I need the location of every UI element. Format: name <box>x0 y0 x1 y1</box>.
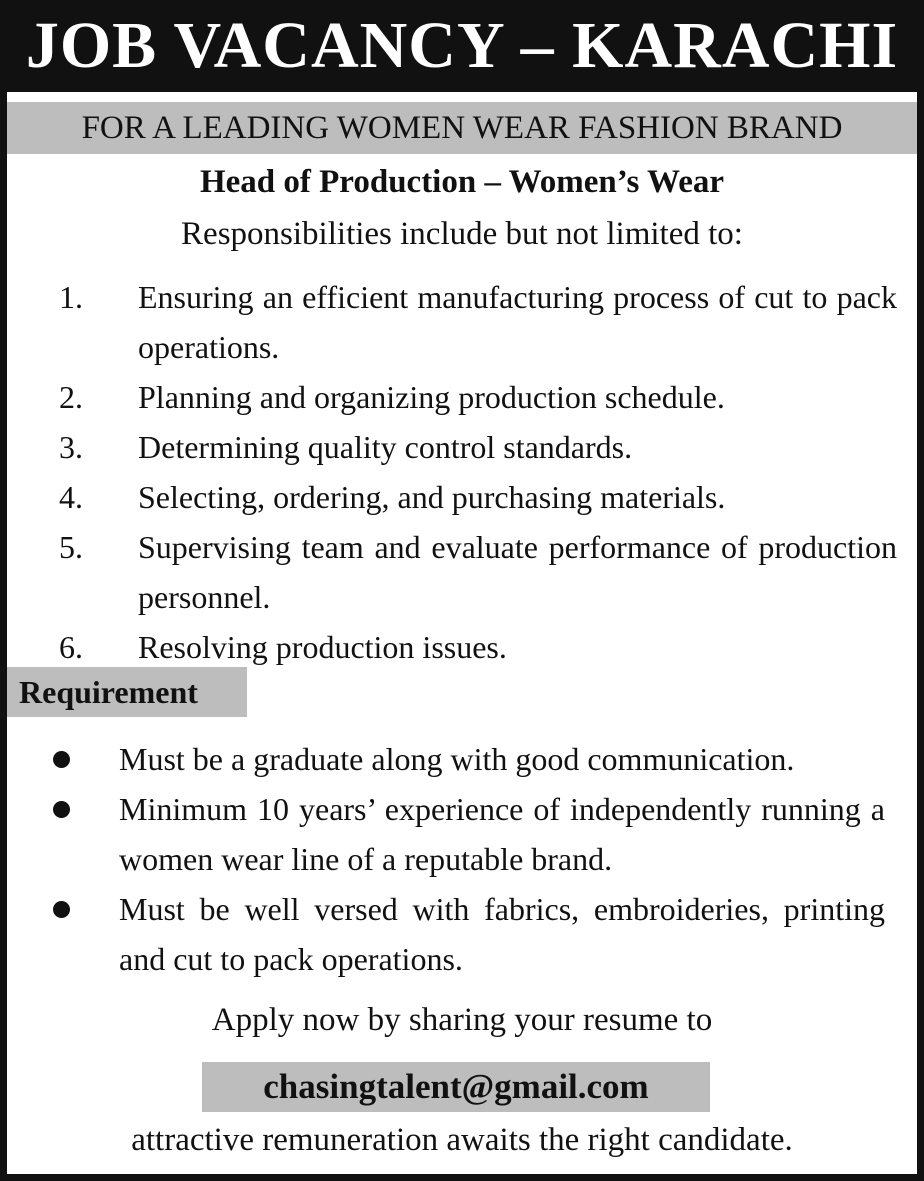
job-role: Head of Production – Women’s Wear <box>199 164 725 200</box>
ad-subtitle: FOR A LEADING WOMEN WEAR FASHION BRAND <box>7 102 917 154</box>
list-item: 1. Ensuring an efficient manufacturing process of cut to pack operations. <box>59 279 897 365</box>
email-address[interactable]: chasingtalent@gmail.com <box>202 1062 710 1112</box>
bullet-icon <box>53 901 70 918</box>
ad-body <box>7 92 917 1174</box>
list-item: 4. Selecting, ordering, and purchasing materials. <box>59 479 726 515</box>
list-item: 5. Supervising team and evaluate performance of production personnel. <box>59 529 897 615</box>
bullet-icon <box>53 751 70 768</box>
responsibilities-list <box>7 272 917 672</box>
requirements-list <box>7 734 917 984</box>
responsibilities-intro: Responsibilities include but not limited to: <box>181 216 743 252</box>
apply-text: Apply now by sharing your resume to <box>211 1002 713 1038</box>
list-item: 6. Resolving production issues. <box>59 629 507 665</box>
bullet-icon <box>53 801 70 818</box>
list-item: Must be well versed with fabrics, embroideries, printing and cut to pack operations. <box>7 884 917 984</box>
list-item: 2. Planning and organizing production schedule. <box>59 379 725 415</box>
ad-title: JOB VACANCY – KARACHI <box>25 9 899 82</box>
footer-text: attractive remuneration awaits the right candidate. <box>131 1122 793 1158</box>
list-item: Must be a graduate along with good communication. <box>7 734 917 784</box>
requirements-heading: Requirement <box>7 667 247 717</box>
list-item: 3. Determining quality control standards. <box>59 429 633 465</box>
list-item: Minimum 10 years’ experience of independently running a women wear line of a reputable brand. <box>7 784 917 884</box>
